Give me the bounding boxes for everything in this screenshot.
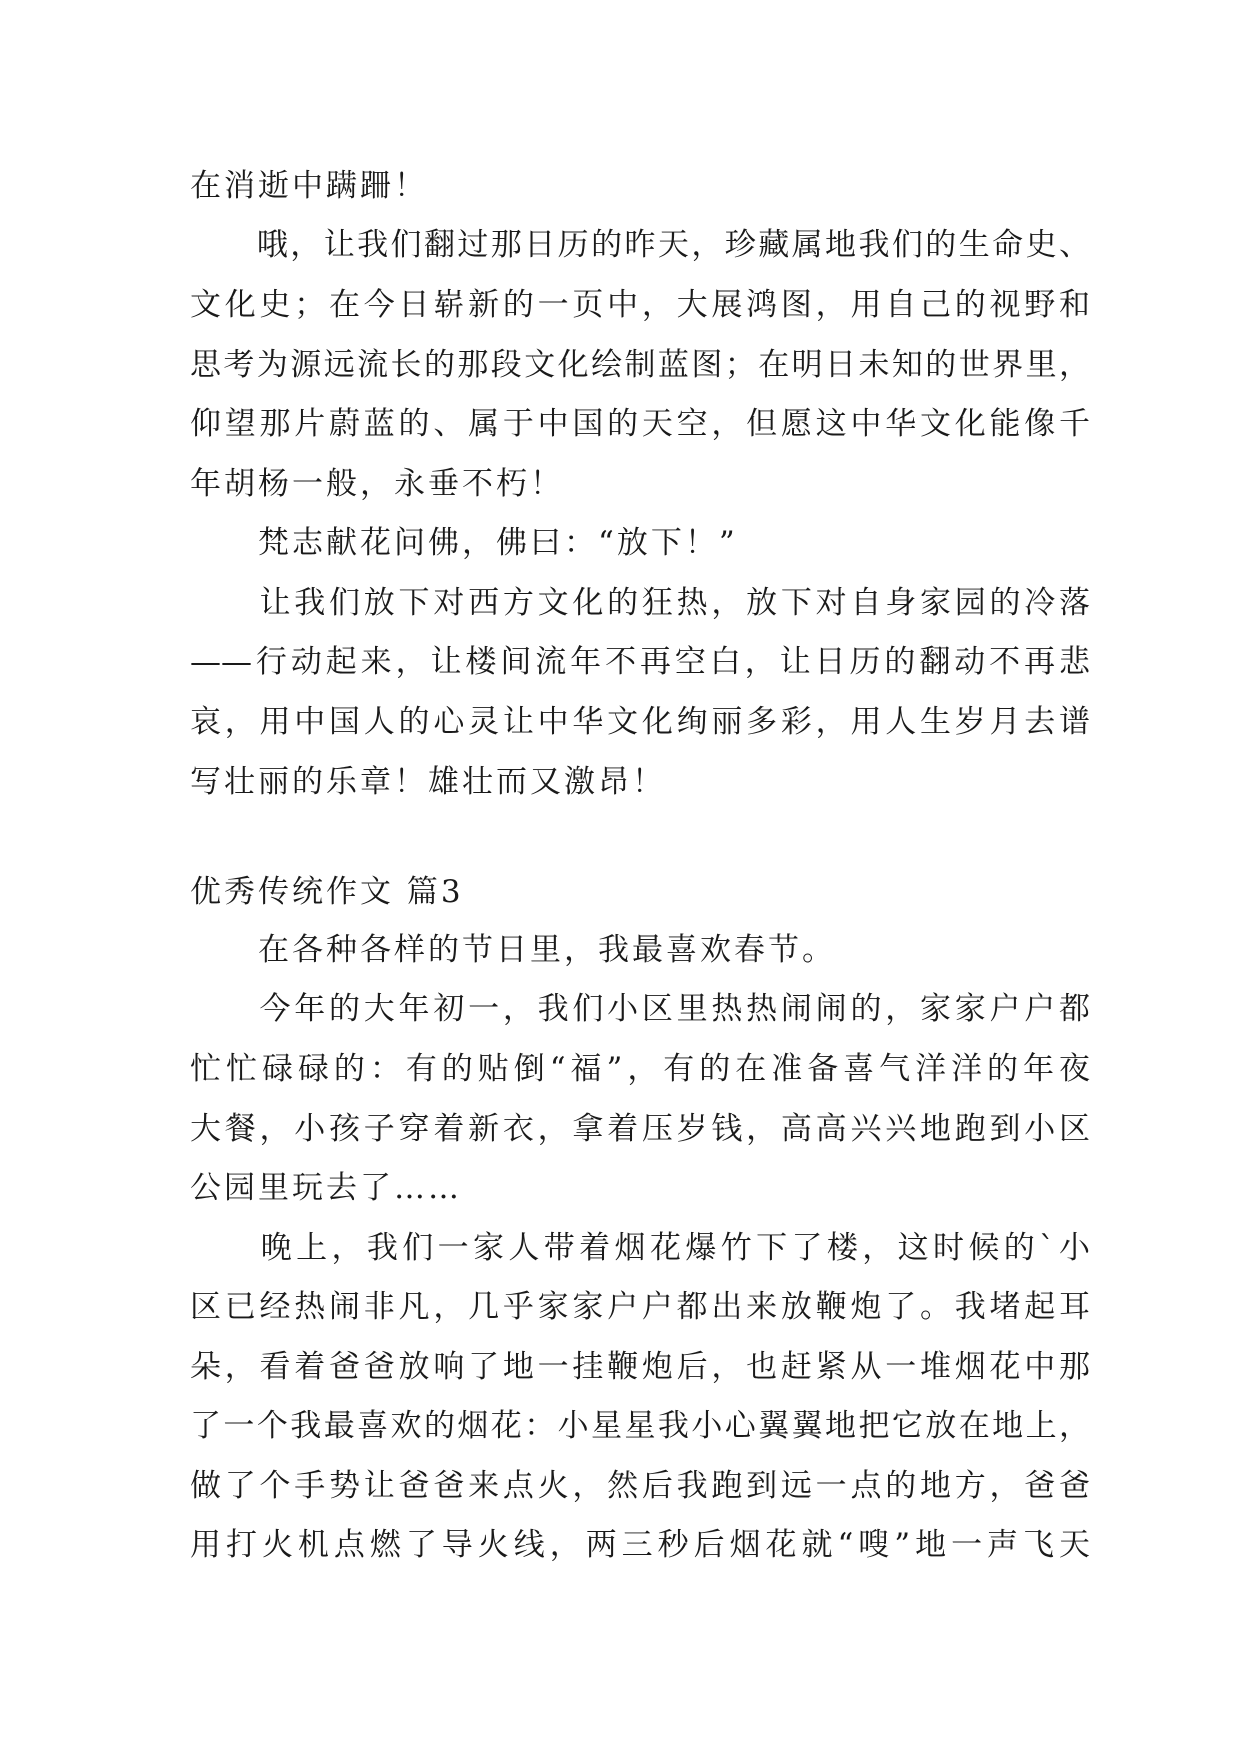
paragraph-line: 梵志献花问佛，佛曰：“放下！” — [190, 525, 738, 561]
paragraph-line: 哦，让我们翻过那日历的昨天，珍藏属地我们的生命史、 — [190, 227, 1090, 263]
paragraph-line: 大餐，小孩子穿着新衣，拿着压岁钱，高高兴兴地跑到小区 — [190, 1111, 1090, 1147]
paragraph-line: 做了个手势让爸爸来点火，然后我跑到远一点的地方，爸爸 — [190, 1468, 1090, 1504]
paragraph-line: 年胡杨一般，永垂不朽！ — [190, 466, 564, 502]
paragraph-line: 用打火机点燃了导火线，两三秒后烟花就“嗖”地一声飞天 — [190, 1527, 1090, 1563]
paragraph-line: 哀，用中国人的心灵让中华文化绚丽多彩，用人生岁月去谱 — [190, 704, 1090, 740]
paragraph-line: 公园里玩去了…… — [190, 1170, 462, 1206]
paragraph-line: 仰望那片蔚蓝的、属于中国的天空，但愿这中华文化能像千 — [190, 406, 1090, 442]
paragraph-line: 写壮丽的乐章！雄壮而又激昂！ — [190, 764, 666, 800]
paragraph-line: 朵，看着爸爸放响了地一挂鞭炮后，也赶紧从一堆烟花中那 — [190, 1349, 1090, 1385]
paragraph-line: 今年的大年初一，我们小区里热热闹闹的，家家户户都 — [190, 991, 1090, 1027]
paragraph-line: 区已经热闹非凡，几乎家家户户都出来放鞭炮了。我堵起耳 — [190, 1289, 1090, 1325]
section-title: 优秀传统作文 篇3 — [190, 874, 464, 910]
paragraph-line: 文化史；在今日崭新的一页中，大展鸿图，用自己的视野和 — [190, 287, 1090, 323]
paragraph-line: 让我们放下对西方文化的狂热，放下对自身家园的冷落 — [190, 585, 1090, 621]
paragraph-line: 思考为源远流长的那段文化绘制蓝图；在明日未知的世界里， — [190, 347, 1090, 383]
paragraph-line: 在各种各样的节日里，我最喜欢春节。 — [190, 932, 836, 968]
paragraph-line: 了一个我最喜欢的烟花：小星星我小心翼翼地把它放在地上， — [190, 1408, 1090, 1444]
paragraph-line: 晚上，我们一家人带着烟花爆竹下了楼，这时候的`小 — [190, 1230, 1090, 1266]
paragraph-line: 在消逝中蹒跚！ — [190, 168, 428, 204]
paragraph-line: ——行动起来，让楼间流年不再空白，让日历的翻动不再悲 — [190, 644, 1090, 680]
paragraph-line: 忙忙碌碌的：有的贴倒“福”，有的在准备喜气洋洋的年夜 — [190, 1051, 1090, 1087]
